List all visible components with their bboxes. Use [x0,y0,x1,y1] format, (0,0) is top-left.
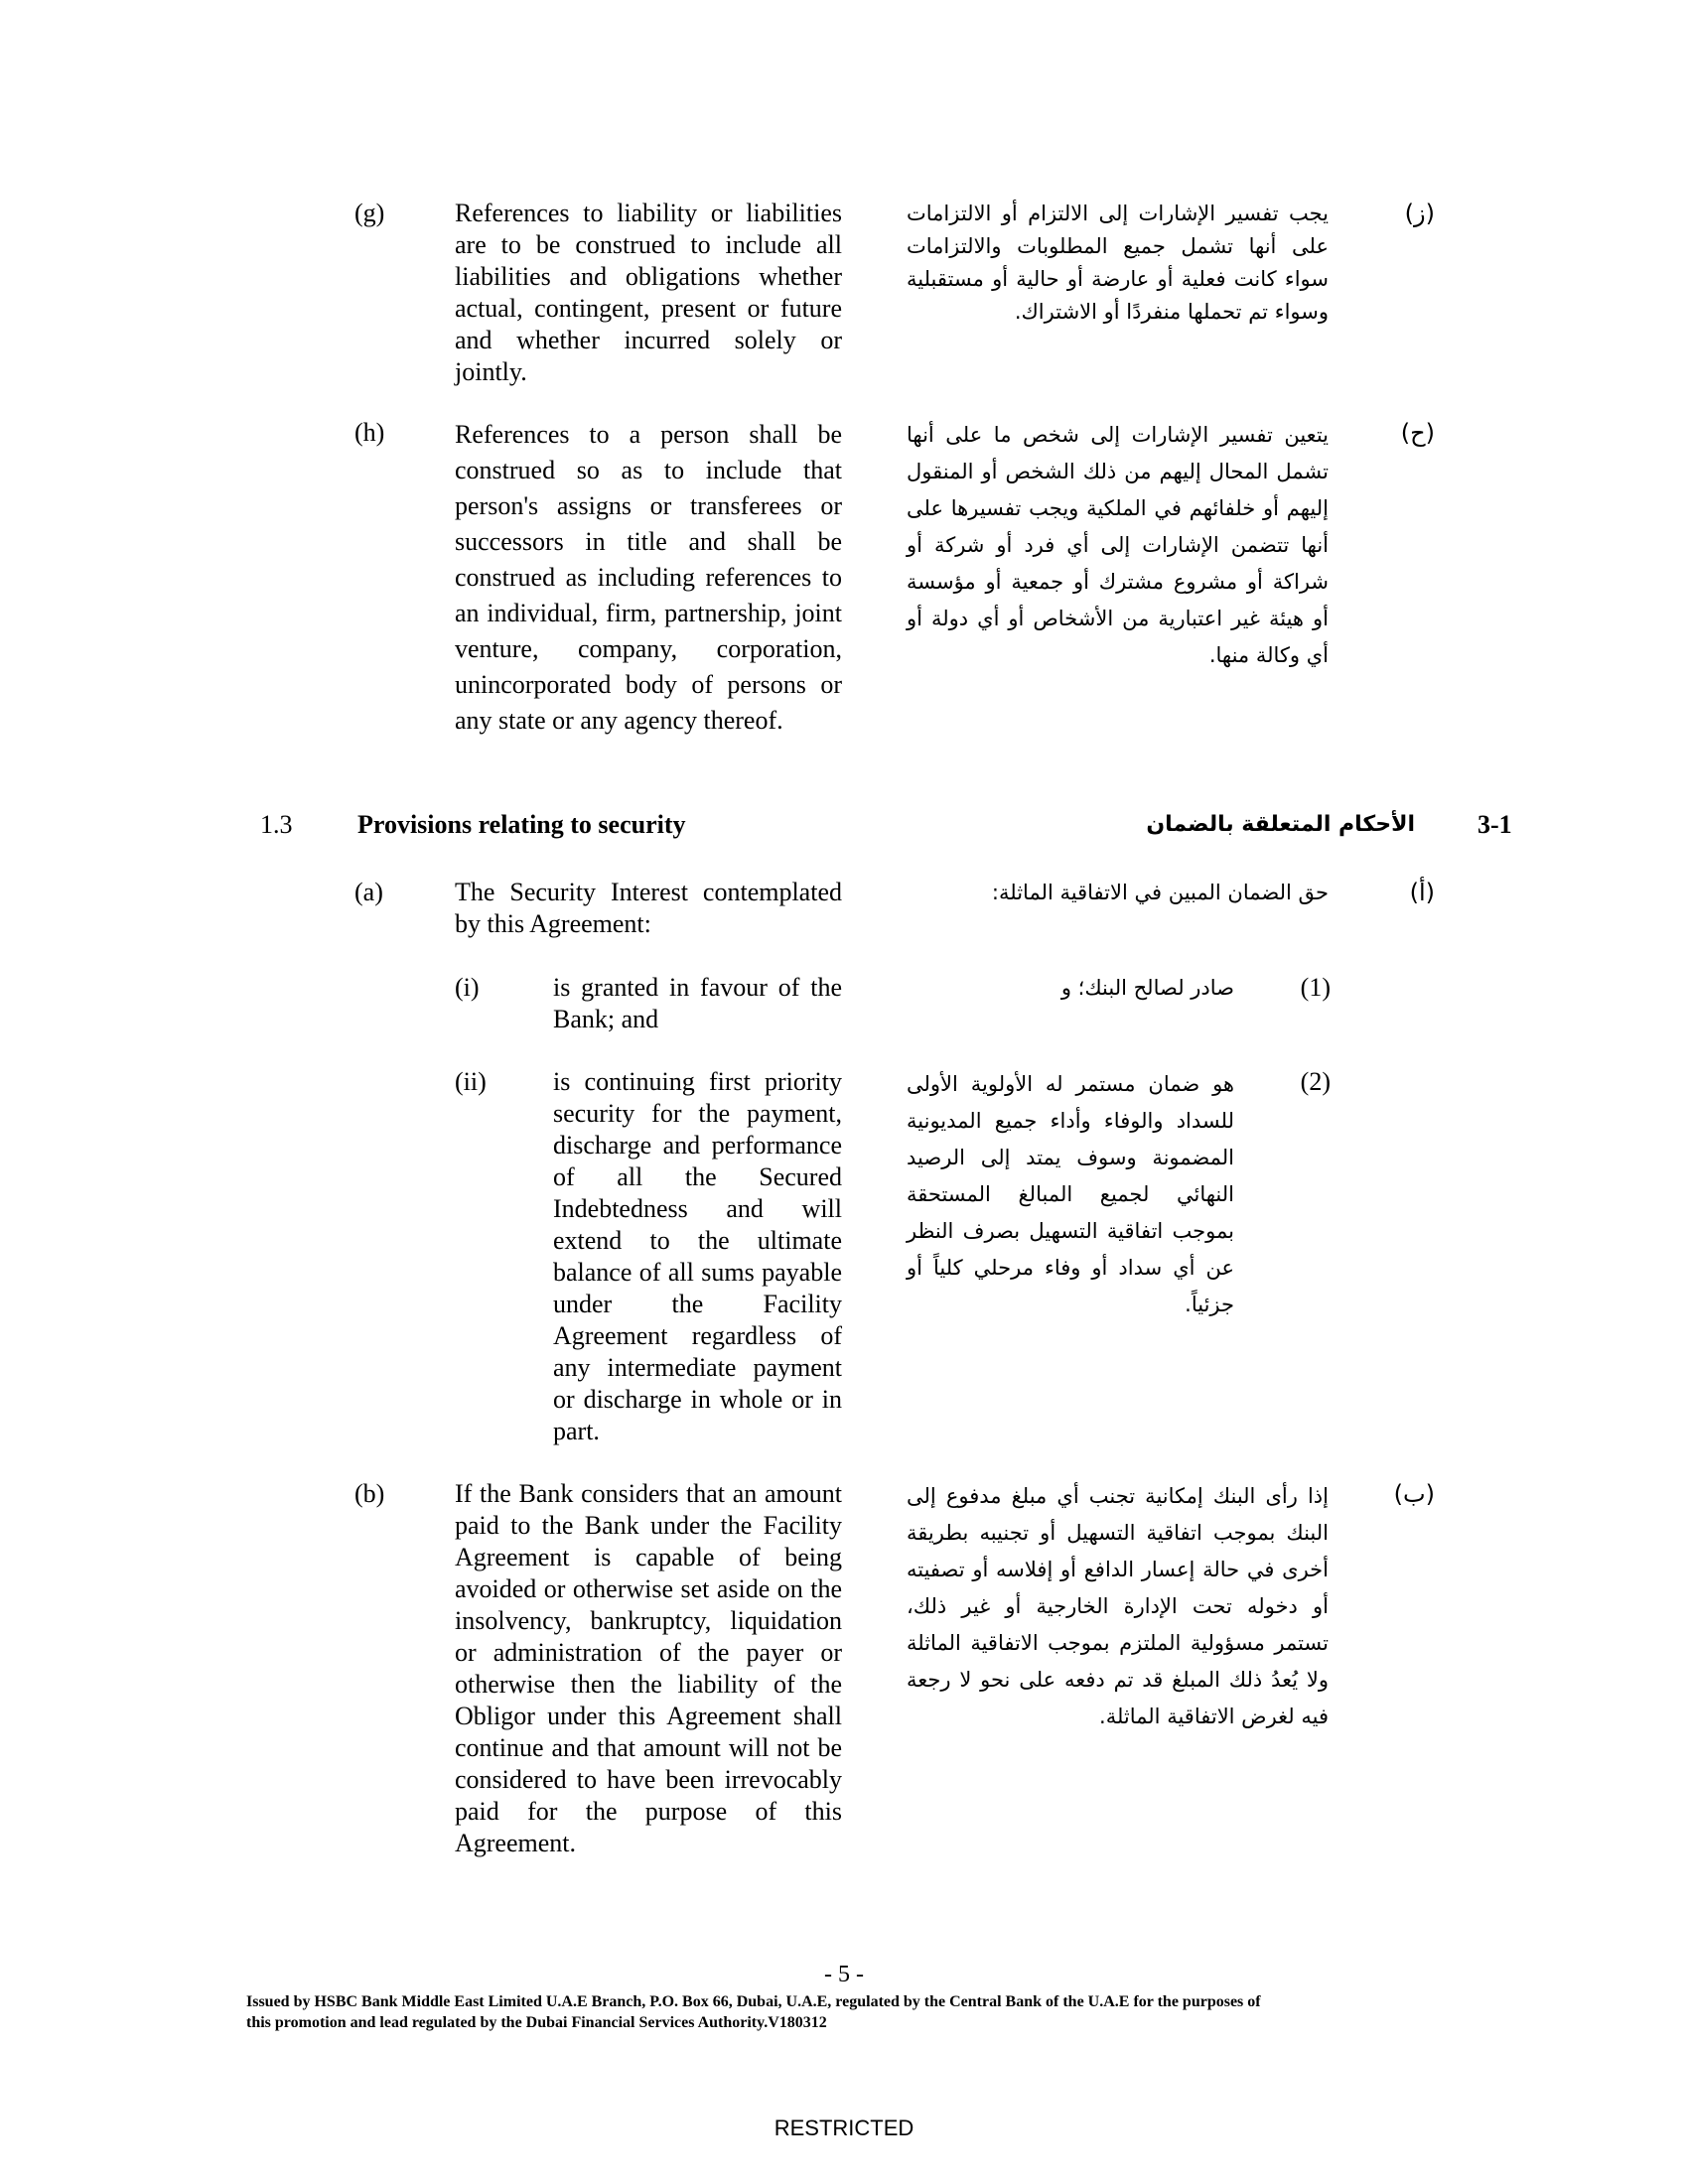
section-title: Provisions relating to security [357,810,686,839]
clause-g-ar-label: (ز) [1404,200,1435,227]
item-i-text: is granted in favour of the Bank; and [553,973,842,1033]
sub-b-label: (b) [354,1479,385,1508]
item-2-ar-text: هو ضمان مستمر له الأولوية الأولى للسداد والوفاء وأداء جميع المديونية المضمونة وسوف يمتد إلى الرصيد النهائي لجميع المبالغ المستحقة بموجب اتفاقية التسهيل بصرف النظر عن أي سداد أو وفاء مرحلي كلياً أو جزئياً. [907,1072,1234,1316]
clause-h-label: (h) [354,418,385,447]
item-2-ar-label: (2) [1300,1067,1331,1096]
item-ii-label: (ii) [455,1067,487,1096]
sub-a-text: The Security Interest contemplated by this Agreement: [455,878,842,938]
clause-g-ar-text: يجب تفسير الإشارات إلى الالتزام أو الالتزامات على أنها تشمل جميع المطلوبات والالتزامات سواء كانت فعلية أو عارضة أو حالية أو مستقبلية وسواء تم تحملها منفردًا أو الاشتراك. [907,202,1329,324]
clause-h-text: References to a person shall be construed so as to include that person's assigns or transferees or successors in title and shall be construed as including references to an individual, firm, partnership, joint venture, company, corporation, unincorporated body of persons or any state or any agency thereof. [455,420,842,735]
sub-a-label: (a) [354,878,383,906]
clause-g-text: References to liability or liabilities are to be construed to include all liabilities and obligations whether actual, contingent, present or future and whether incurred solely or jointly. [455,199,842,386]
section-number-ar: 3-1 [1477,810,1512,839]
footer-line-1: Issued by HSBC Bank Middle East Limited U.A.E Branch, P.O. Box 66, Dubai, U.A.E, regulated by the Central Bank of the U.A.E for the purposes of [246,1993,1261,2010]
sub-b-ar-label: (ب) [1393,1480,1435,1508]
item-1-ar-label: (1) [1300,973,1331,1002]
section-title-ar: الأحكام المتعلقة بالضمان [1146,812,1415,837]
clause-h-ar-label: (ح) [1400,419,1435,447]
sub-a-ar-text: حق الضمان المبين في الاتفاقية الماثلة: [991,881,1329,904]
clause-h-ar-text: يتعين تفسير الإشارات إلى شخص ما على أنها تشمل المحال إليهم من ذلك الشخص أو المنقول إليهم أو خلفائهم في الملكية ويجب تفسيرها على أنها تتضمن الإشارات إلى أي فرد أو شركة أو شراكة أو مشروع مشترك أو جمعية أو مؤسسة أو هيئة غير اعتبارية من الأشخاص أو أي دولة أو أي وكالة منها. [907,423,1329,667]
sub-b-text: If the Bank considers that an amount paid to the Bank under the Facility Agreement is capable of being avoided or otherwise set aside on the insolvency, bankruptcy, liquidation or administration of the payer or otherwise then the liability of the Obligor under this Agreement shall continue and that amount will not be considered to have been irrevocably paid for the purpose of this Agreement. [455,1479,842,1857]
item-ii-text: is continuing first priority security for the payment, discharge and performance of all the Secured Indebtedness and will extend to the ultimate balance of all sums payable under the Facility Agreement regardless of any intermediate payment or discharge in whole or in part. [553,1067,842,1445]
sub-a-ar-label: (أ) [1409,879,1435,906]
page-number: - 5 - [824,1962,864,1987]
item-i-label: (i) [455,973,480,1002]
section-number: 1.3 [260,810,293,839]
item-1-ar-text: صادر لصالح البنك؛ و [1060,976,1234,1000]
sub-b-ar-text: إذا رأى البنك إمكانية تجنب أي مبلغ مدفوع إلى البنك بموجب اتفاقية التسهيل أو تجنيبه بطريقة أخرى في حالة إعسار الدافع أو إفلاسه أو تصفيته أو دخوله تحت الإدارة الخارجية أو غير ذلك، تستمر مسؤولية الملتزم بموجب الاتفاقية الماثلة ولا يُعدُ ذلك المبلغ قد تم دفعه على نحو لا رجعة فيه لغرض الاتفاقية الماثلة. [907,1484,1329,1728]
classification-label: RESTRICTED [774,2116,914,2140]
footer-line-2: this promotion and lead regulated by the Dubai Financial Services Authority.V180312 [246,2014,827,2031]
clause-g-label: (g) [354,199,385,227]
